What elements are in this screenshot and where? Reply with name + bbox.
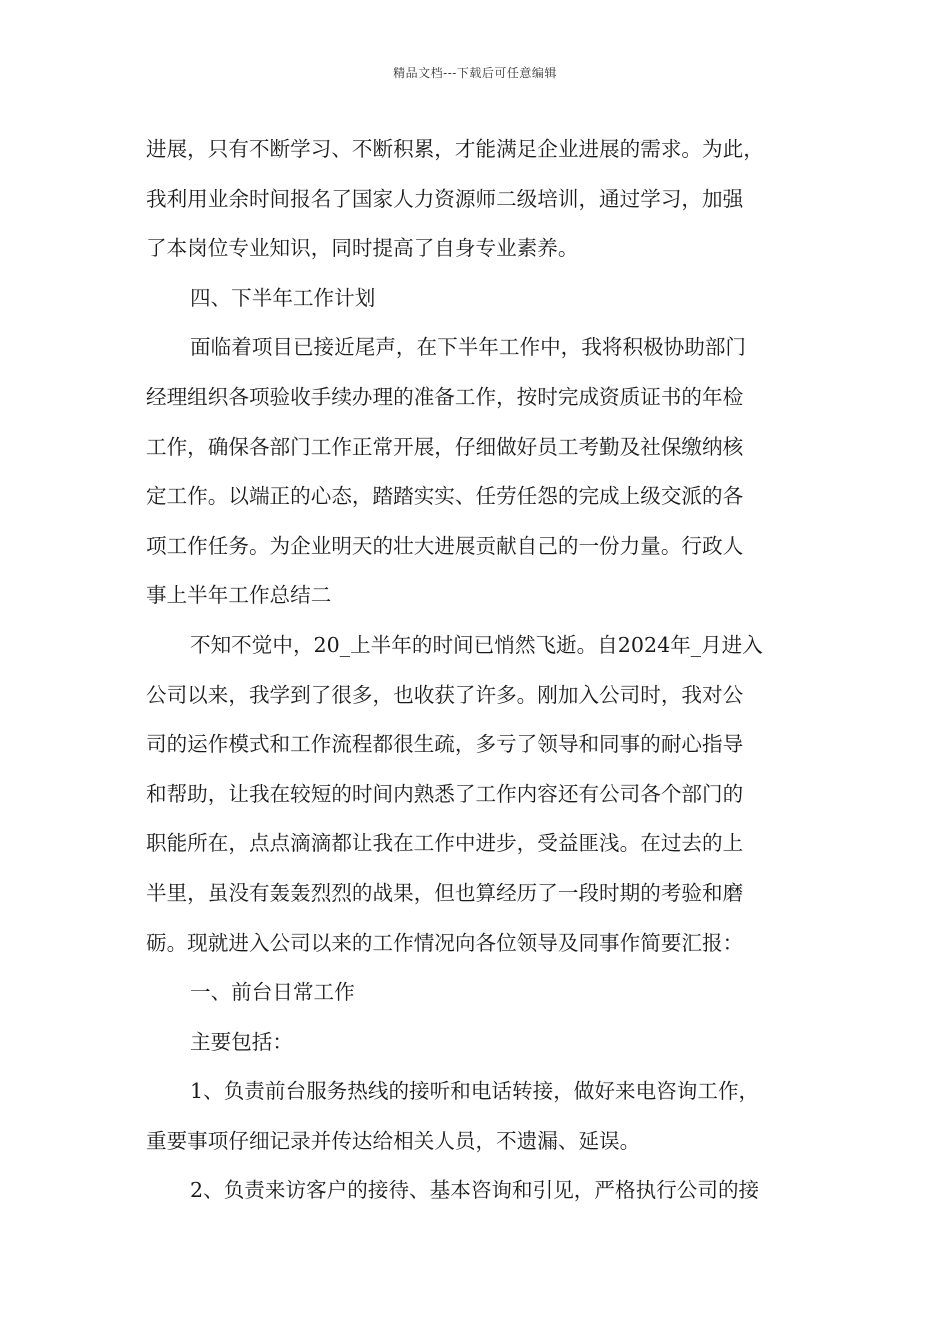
- text-line: 半里，虽没有轰轰烈烈的战果，但也算经历了一段时期的考验和磨: [146, 880, 744, 905]
- text-line: 公司以来，我学到了很多，也收获了许多。刚加入公司时，我对公: [146, 682, 744, 707]
- section-heading: 四、下半年工作计划: [190, 285, 376, 310]
- text-line: 面临着项目已接近尾声，在下半年工作中，我将积极协助部门: [190, 335, 747, 360]
- text-line: 经理组织各项验收手续办理的准备工作，按时完成资质证书的年检: [146, 384, 744, 409]
- page-header: 精品文档---下载后可任意编辑: [393, 66, 557, 80]
- text-line: 事上半年工作总结二: [146, 583, 332, 608]
- text-line: 重要事项仔细记录并传达给相关人员，不遗漏、延误。: [146, 1128, 641, 1153]
- text-line: 和帮助，让我在较短的时间内熟悉了工作内容还有公司各个部门的: [146, 781, 744, 806]
- text-line: 了本岗位专业知识，同时提高了自身专业素养。: [146, 236, 579, 261]
- section-heading: 一、前台日常工作: [190, 980, 355, 1005]
- text-line: 砺。现就进入公司以来的工作情况向各位领导及同事作简要汇报：: [146, 930, 744, 955]
- text-line: 司的运作模式和工作流程都很生疏，多亏了领导和同事的耐心指导: [146, 732, 744, 757]
- text-line: 职能所在，点点滴滴都让我在工作中进步，受益匪浅。在过去的上: [146, 831, 744, 856]
- list-item: 1、负责前台服务热线的接听和电话转接，做好来电咨询工作，: [190, 1079, 760, 1104]
- text-line: 我利用业余时间报名了国家人力资源师二级培训，通过学习，加强: [146, 186, 744, 211]
- text-line: 工作，确保各部门工作正常开展，仔细做好员工考勤及社保缴纳核: [146, 434, 744, 459]
- text-line: 主要包括：: [190, 1029, 293, 1054]
- text-line: 进展，只有不断学习、不断积累，才能满足企业进展的需求。为此，: [146, 137, 764, 161]
- document-body: [146, 125, 806, 1216]
- list-item: 2、负责来访客户的接待、基本咨询和引见，严格执行公司的接: [190, 1178, 760, 1203]
- text-line: 项工作任务。为企业明天的壮大进展贡献自己的一份力量。行政人: [146, 533, 744, 558]
- text-line: 不知不觉中，20_上半年的时间已悄然飞逝。自2024年_月进入: [190, 632, 763, 657]
- text-line: 定工作。以端正的心态，踏踏实实、任劳任怨的完成上级交派的各: [146, 484, 744, 509]
